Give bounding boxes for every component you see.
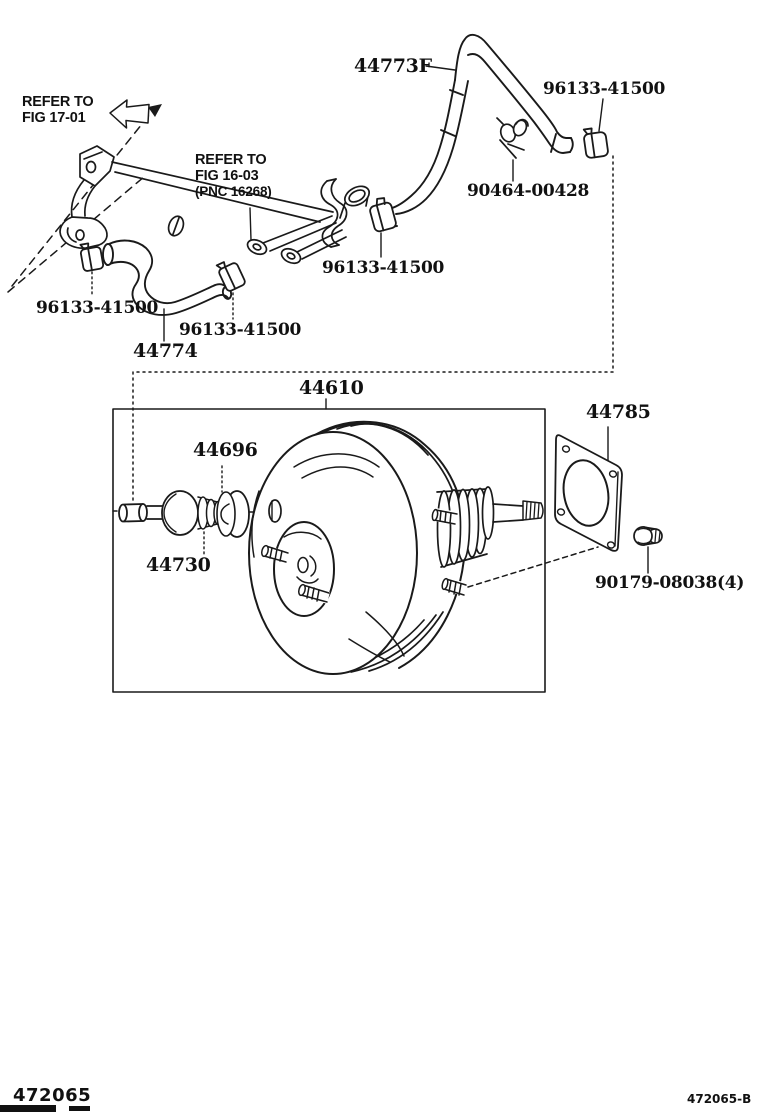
figure-number: 472065 — [13, 1085, 92, 1106]
clamp-lower-mid — [216, 257, 246, 292]
brake-booster-drawing — [249, 422, 543, 674]
refer-note-fig-17-01 — [22, 95, 93, 127]
part-label-44610: 44610 — [299, 377, 364, 399]
refer-line: FIG 16-03 — [195, 167, 259, 184]
refer-note-fig-16-03 — [195, 153, 272, 200]
part-label-44730: 44730 — [146, 554, 211, 576]
pushrod-boot — [437, 487, 543, 567]
clamp-top-right — [583, 127, 609, 159]
part-label-44774: 44774 — [133, 340, 198, 362]
grommet-44696 — [217, 491, 249, 537]
clamp-center — [367, 196, 397, 233]
gasket-drawing — [555, 435, 622, 551]
print-marks — [0, 1105, 90, 1112]
valve-hole — [269, 500, 281, 522]
part-label-96133-left: 96133-41500 — [36, 298, 159, 318]
refer-line: FIG 17-01 — [22, 109, 86, 126]
figure-revision-code: 472065-B — [687, 1092, 752, 1106]
pipe-port — [342, 182, 373, 209]
clip-90464-drawing — [497, 118, 529, 158]
nut-drawing — [634, 527, 662, 545]
part-label-44785: 44785 — [586, 401, 651, 423]
refer-line-pnc: (PNC 16268) — [195, 183, 272, 199]
part-label-90464: 90464-00428 — [467, 181, 590, 201]
pipe-eyelet — [279, 246, 303, 266]
part-label-90179: 90179-08038(4) — [595, 573, 745, 593]
refer-line: REFER TO — [195, 152, 267, 168]
dashed-arrowhead — [148, 104, 162, 117]
part-label-96133-top-right: 96133-41500 — [543, 79, 666, 99]
refer-line: REFER TO — [22, 94, 94, 110]
part-label-96133-lower-mid: 96133-41500 — [179, 320, 302, 340]
part-label-96133-center: 96133-41500 — [322, 258, 445, 278]
part-label-44773F: 44773F — [354, 55, 432, 77]
part-label-44696: 44696 — [193, 439, 258, 461]
pipe-eyelet — [245, 237, 269, 257]
refer-arrow-icon — [110, 100, 149, 128]
